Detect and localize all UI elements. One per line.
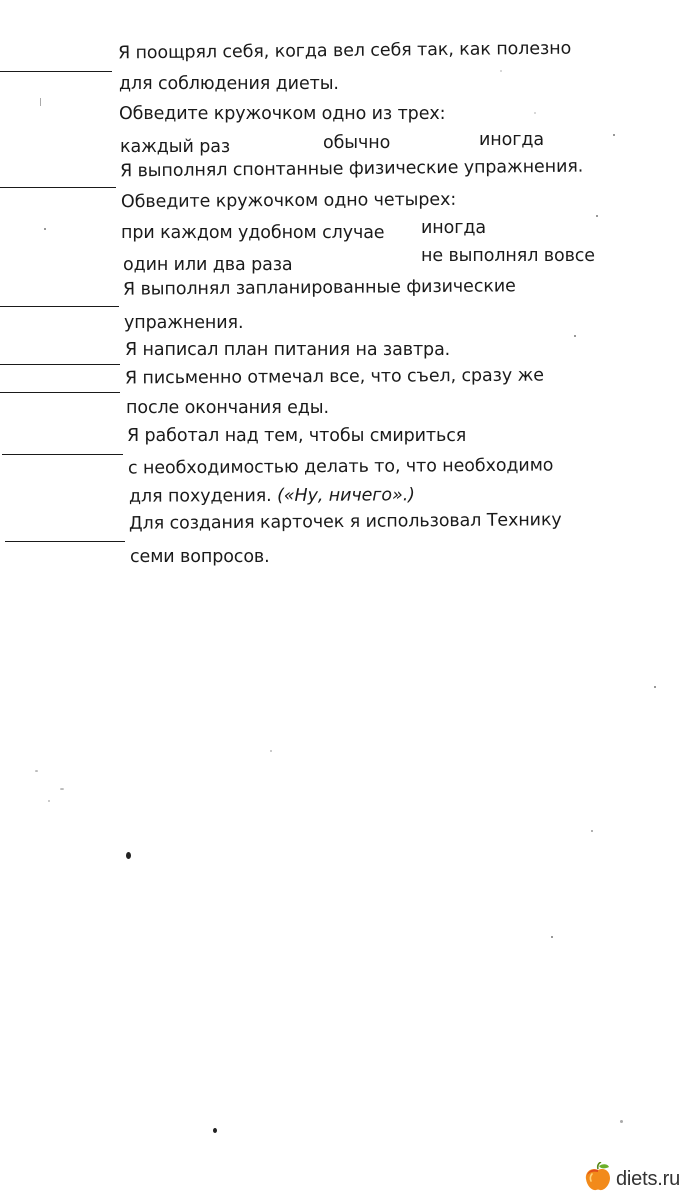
item-2-instruction: Обведите кружочком одно четырех: [120,189,457,213]
scan-speck [500,70,502,72]
watermark [584,1164,680,1194]
answer-blank-4[interactable] [0,364,120,365]
answer-blank-2[interactable] [0,187,116,188]
scan-speck [551,936,553,938]
scan-speck [48,800,50,802]
item-2-option-every-chance[interactable]: при каждом удобном случае [121,223,385,243]
item-6-line-3-text: для похудения. [128,486,272,507]
item-2-line-1: Я выполнял спонтанные физические упражнения. [119,156,584,182]
item-7-line-2: семи вопросов. [130,547,270,567]
item-1-option-every-time[interactable]: каждый раз [120,137,231,157]
item-3-line-1: Я выполнял запланированные физические [122,276,516,300]
scan-speck [126,852,131,859]
scan-speck [44,228,46,230]
scan-speck [213,1128,217,1133]
scan-speck [534,112,536,114]
item-7-line-1: Для создания карточек я использовал Технику [128,510,562,534]
item-6-italic-note: («Ну, ничего».) [277,485,415,506]
scan-speck [591,830,593,832]
item-1-option-sometimes[interactable]: иногда [479,130,544,150]
item-1-instruction: Обведите кружочком одно из трех: [119,104,446,124]
scan-speck [574,335,576,337]
scan-speck [40,98,41,106]
scan-speck [620,1120,623,1123]
item-1-line-2: для соблюдения диеты. [119,74,339,94]
answer-blank-3[interactable] [0,306,119,307]
item-6-line-2: с необходимостью делать то, что необходимо [127,455,554,479]
answer-blank-6[interactable] [2,454,123,455]
answer-blank-5[interactable] [0,392,120,393]
scan-speck [60,788,64,790]
apple-icon [584,1162,612,1196]
scan-speck [35,770,38,772]
item-6-line-3 [129,484,415,507]
scan-speck [596,215,598,217]
item-2-option-sometimes[interactable]: иногда [421,218,486,238]
item-5-line-2: после окончания еды. [126,398,329,418]
scan-speck [654,686,656,688]
answer-blank-1[interactable] [0,71,112,72]
item-1-line-1: Я поощрял себя, когда вел себя так, как полезно [117,38,572,64]
item-3-line-2: упражнения. [124,313,244,333]
item-4-line-1: Я написал план питания на завтра. [125,340,451,360]
item-2-option-once-or-twice[interactable]: один или два раза [123,255,293,275]
item-6-line-1: Я работал над тем, чтобы смириться [127,426,467,446]
scan-speck [270,750,272,752]
item-1-option-usually[interactable]: обычно [323,133,391,153]
answer-blank-7[interactable] [5,541,125,542]
watermark-text[interactable]: diets.ru [616,1167,680,1190]
item-5-line-1: Я письменно отмечал все, что съел, сразу же [124,365,544,389]
item-2-option-not-at-all[interactable]: не выполнял вовсе [421,246,595,266]
scan-speck [613,134,615,136]
